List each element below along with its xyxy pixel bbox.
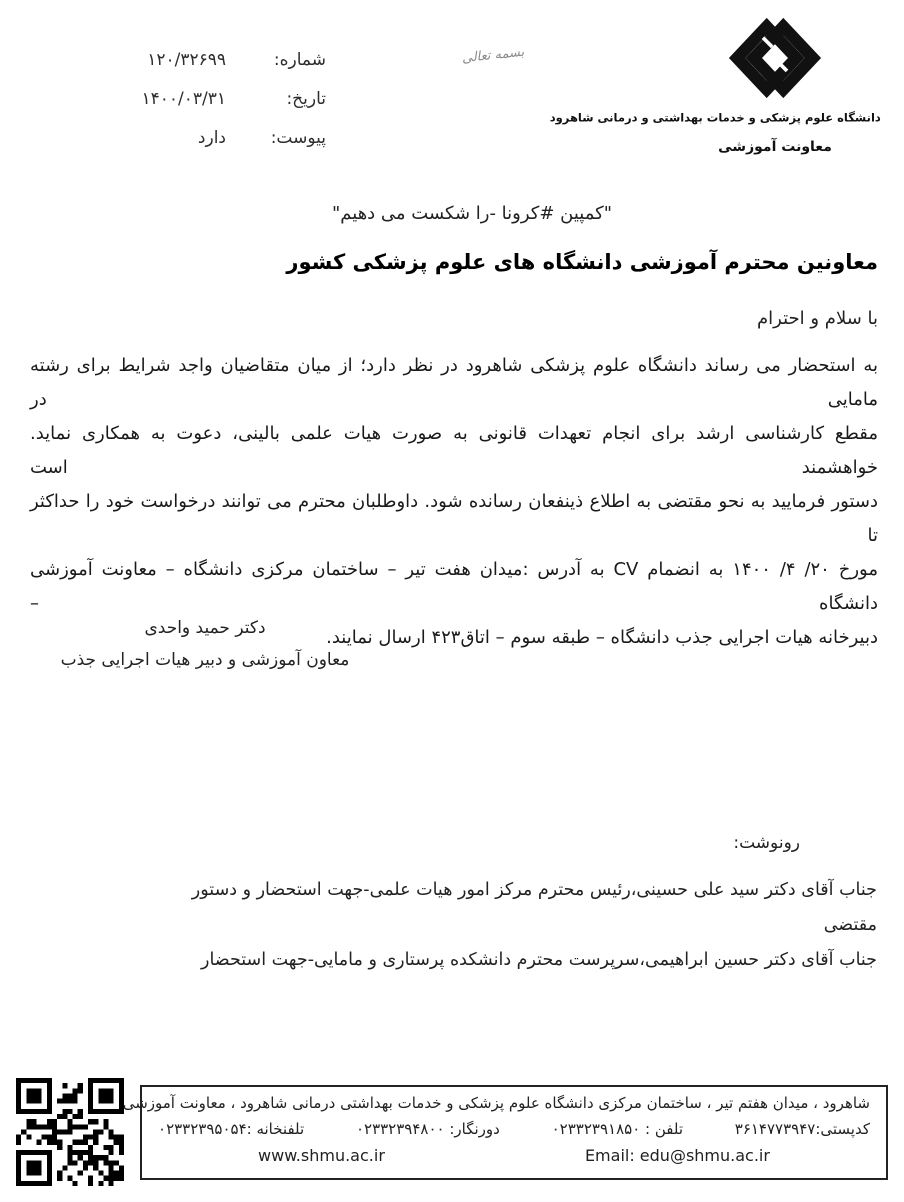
footer-contacts-row (158, 1120, 870, 1138)
body-line: مقطع کارشناسی ارشد برای انجام تعهدات قانونی به صورت هیات علمی بالینی، دعوت به همکاری نماید. خواهشمند است (30, 423, 878, 478)
letter-attachment-value: دارد (197, 128, 226, 148)
letterhead-meta (58, 50, 326, 167)
footer-contact-box (122, 1085, 888, 1180)
switchboard-number: تلفنخانه :۰۲۳۳۲۳۹۵۰۵۴ (158, 1120, 305, 1138)
campaign-slogan: "کمپین #کرونا -را شکست می دهیم" (332, 203, 612, 224)
letter-body (30, 349, 878, 655)
letter-attachment-label: پیوست: (270, 128, 326, 148)
letterhead-logo-block (549, 10, 890, 155)
cc-line: جناب آقای دکتر سید علی حسینی،رئیس محترم مرکز امور هیات علمی-جهت استحضار و دستور (191, 880, 877, 900)
letter-date-label: تاریخ: (286, 89, 326, 109)
cc-line: مقتضی (823, 915, 877, 935)
cc-label: رونوشت: (733, 833, 800, 853)
university-logo-icon (715, 10, 835, 106)
postal-code: کدپستی:۳۶۱۴۷۷۳۹۴۷ (734, 1120, 870, 1138)
qr-code (16, 1078, 124, 1186)
letter-number-label: شماره: (273, 50, 326, 70)
footer-web-row (158, 1146, 870, 1165)
letter-number-value: ۱۲۰/۳۲۶۹۹ (147, 50, 226, 70)
signature-block (40, 612, 370, 676)
cc-list (40, 873, 877, 978)
email-address: Email: edu@shmu.ac.ir (584, 1146, 770, 1165)
letter-attachment-row (58, 128, 326, 148)
signer-name: دکتر حمید واحدی (144, 618, 266, 638)
signer-title: معاون آموزشی و دبیر هیات اجرایی جذب (60, 650, 350, 670)
phone-number: تلفن : ۰۲۳۳۲۳۹۱۸۵۰ (551, 1120, 683, 1138)
recipient-title: معاونین محترم آموزشی دانشگاه های علوم پزشکی کشور (286, 250, 878, 274)
body-line: به استحضار می رساند دانشگاه علوم پزشکی شاهرود در نظر دارد؛ از میان متقاضیان واجد شرایط برای رشته مامایی در (30, 355, 878, 410)
footer-address: شاهرود ، میدان هفتم تیر ، ساختمان مرکزی دانشگاه علوم پزشکی و خدمات بهداشتی درمانی شاهرود ، معاونت آموزشی (122, 1094, 870, 1112)
letter-date-row (58, 89, 326, 109)
deputy-name: معاونت آموزشی (718, 139, 832, 155)
university-name: دانشگاه علوم پزشکی و خدمات بهداشتی و درمانی شاهرود (549, 110, 881, 125)
salutation: با سلام و احترام (757, 308, 878, 329)
bismillah-calligraphy: بسمه تعالی (461, 44, 525, 67)
cc-line: جناب آقای دکتر حسین ابراهیمی،سرپرست محترم دانشکده پرستاری و مامایی-جهت استحضار (201, 950, 877, 970)
fax-number: دورنگار: ۰۲۳۳۲۳۹۴۸۰۰ (355, 1120, 500, 1138)
website-url: www.shmu.ac.ir (258, 1146, 385, 1165)
letter-date-value: ۱۴۰۰/۰۳/۳۱ (141, 89, 226, 109)
body-line: دستور فرمایید به نحو مقتضی به اطلاع ذینفعان رسانده شود. داوطلبان محترم می توانند درخواست خود را حداکثر تا (30, 491, 878, 546)
body-line: دبیرخانه هیات اجرایی جذب دانشگاه – طبقه سوم – اتاق۴۲۳ ارسال نمایند. (326, 627, 878, 648)
letter-number-row (58, 50, 326, 70)
body-line: مورخ ۲۰/ ۴/ ۱۴۰۰ به انضمام CV به آدرس :میدان هفت تیر – ساختمان مرکزی دانشگاه – معاونت آموزشی دانشگاه – (30, 559, 878, 614)
